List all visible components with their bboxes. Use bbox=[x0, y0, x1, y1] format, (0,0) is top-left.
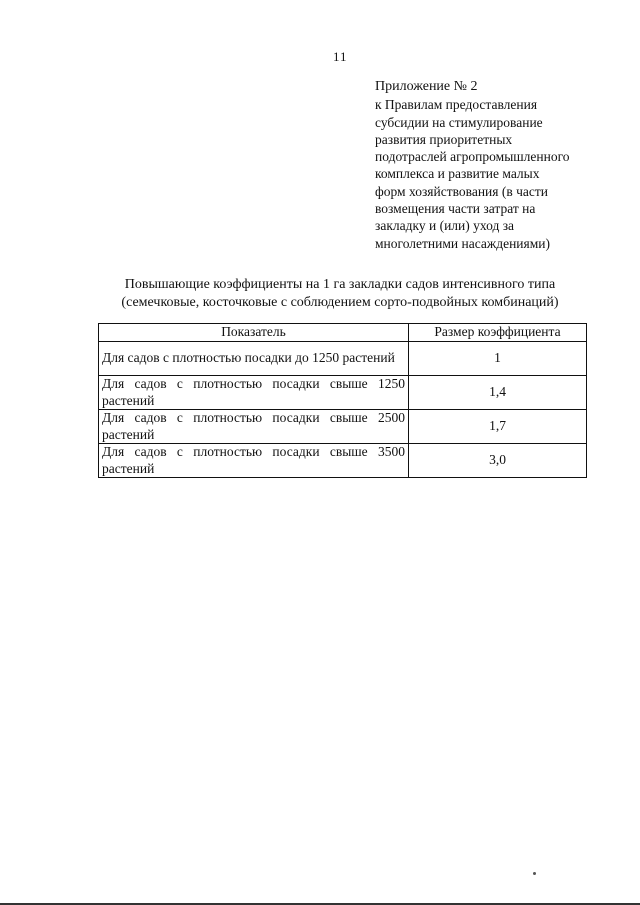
page-number: 11 bbox=[333, 49, 348, 64]
indicator-cell: Для садов с плотностью посадки свыше 3500 растений bbox=[99, 444, 409, 478]
indicator-cell: Для садов с плотностью посадки свыше 2500 растений bbox=[99, 410, 409, 444]
annex-line: развития приоритетных bbox=[375, 131, 513, 147]
annex-line: к Правилам предоставления bbox=[375, 97, 538, 113]
table-row bbox=[99, 410, 587, 444]
annex-line: закладку и (или) уход за bbox=[375, 218, 515, 234]
coefficient-cell: 1 bbox=[409, 342, 587, 376]
annex-line: субсидии на стимулирование bbox=[375, 114, 543, 130]
coefficient-cell: 1,7 bbox=[409, 410, 587, 444]
coefficient-cell: 1,4 bbox=[409, 376, 587, 410]
annex-title: Приложение № 2 bbox=[375, 79, 478, 94]
coefficient-table bbox=[98, 323, 587, 478]
annex-line: многолетними насаждениями) bbox=[375, 235, 550, 251]
annex-line: комплекса и развитие малых bbox=[375, 166, 540, 182]
annex-line: возмещения части затрат на bbox=[375, 201, 536, 217]
indicator-cell: Для садов с плотностью посадки до 1250 растений bbox=[99, 342, 409, 376]
scan-speck bbox=[533, 872, 536, 875]
annex-line: подотраслей агропромышленного bbox=[375, 149, 570, 165]
coefficient-cell: 3,0 bbox=[409, 444, 587, 478]
table-row bbox=[99, 342, 587, 376]
column-header-indicator: Показатель bbox=[99, 324, 409, 342]
annex-line: форм хозяйствования (в части bbox=[375, 183, 549, 199]
table-row bbox=[99, 376, 587, 410]
indicator-cell: Для садов с плотностью посадки свыше 1250 растений bbox=[99, 376, 409, 410]
document-heading bbox=[60, 276, 620, 312]
table-header-row bbox=[99, 324, 587, 342]
heading-line-1: Повышающие коэффициенты на 1 га закладки садов интенсивного типа bbox=[124, 277, 556, 292]
annex-block bbox=[375, 78, 615, 252]
table-row bbox=[99, 444, 587, 478]
heading-line-2: (семечковые, косточковые с соблюдением сорто-подвойных комбинаций) bbox=[121, 295, 559, 310]
column-header-coefficient: Размер коэффициента bbox=[409, 324, 587, 342]
